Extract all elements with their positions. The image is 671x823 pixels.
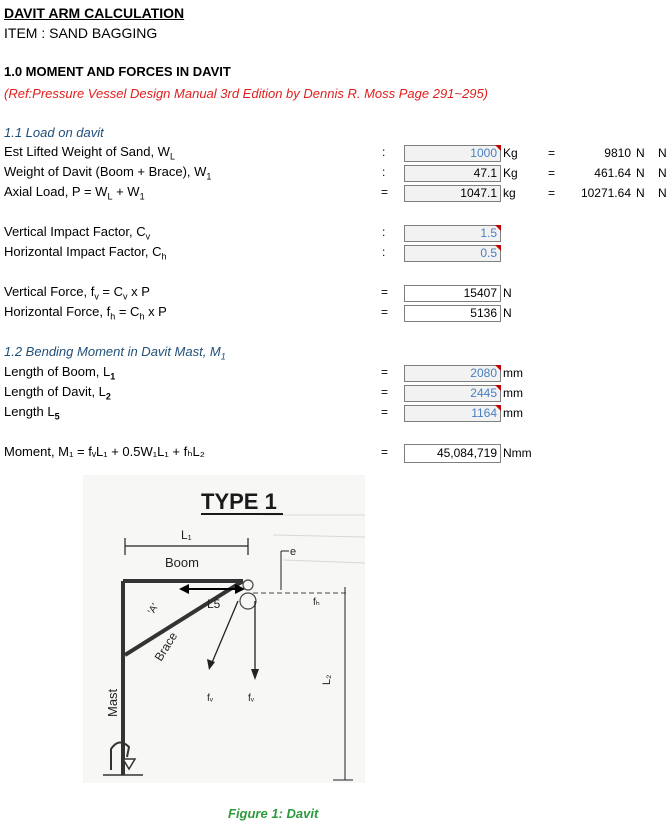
row-label: Horizontal Impact Factor, $C_h$ (4, 244, 167, 262)
row-label: Horizontal Force, $f_h = C_h$ x P (4, 304, 167, 322)
horizontal-impact-factor-input[interactable]: 0.5 (404, 245, 501, 262)
row-operator: = (381, 445, 389, 459)
mast-label: Mast (105, 688, 120, 717)
row-operator: = (381, 285, 389, 299)
row-label: Axial Load, $P = W_L + W_1$ (4, 184, 145, 202)
l5-length-input[interactable]: 1164 (404, 405, 501, 422)
row-label: Vertical Impact Factor, $C_v$ (4, 224, 151, 242)
fv-label-right: fᵥ (248, 693, 254, 704)
l2-label: L₂ (321, 674, 333, 685)
equals-sign: = (548, 166, 556, 180)
fh-label: fₕ (313, 597, 320, 608)
l1-label: L₁ (181, 528, 192, 542)
unit-label: mm (503, 406, 523, 420)
section-heading-bending: 1.2 Bending Moment in Davit Mast, $M_1$ (4, 344, 226, 362)
unit-label: Nmm (503, 446, 532, 460)
result-unit: N (636, 166, 645, 180)
row-label: Length of Boom, $L_1$ (4, 364, 116, 382)
extra-unit: N (658, 186, 667, 200)
davit-weight-value: 47.1 (404, 165, 501, 182)
davit-figure (83, 475, 365, 783)
converted-value: 10271.64 (580, 186, 631, 200)
section-heading-moment-forces: 1.0 MOMENT AND FORCES IN DAVIT (4, 64, 231, 79)
item-label: ITEM : SAND BAGGING (4, 25, 158, 41)
converted-value: 461.64 (594, 166, 631, 180)
lifted-weight-input[interactable]: 1000 (404, 145, 501, 162)
vertical-force-value: 15407 (404, 285, 501, 302)
row-operator: = (381, 365, 389, 379)
unit-label: mm (503, 366, 523, 380)
fv-label-left: fᵥ (207, 693, 213, 704)
reference-note: (Ref:Pressure Vessel Design Manual 3rd Edition by Dennis R. Moss Page 291~295) (4, 86, 489, 101)
axial-load-value: 1047.1 (404, 185, 501, 202)
row-label: Vertical Force, $f_v = C_v$ x P (4, 284, 150, 302)
row-operator: = (381, 185, 389, 199)
row-operator: : (382, 245, 386, 259)
row-operator: : (382, 225, 386, 239)
section-heading-load: 1.1 Load on davit (4, 125, 104, 140)
vertical-impact-factor-input[interactable]: 1.5 (404, 225, 501, 242)
horizontal-force-value: 5136 (404, 305, 501, 322)
unit-label: Kg (503, 166, 518, 180)
unit-label: N (503, 286, 512, 300)
unit-label: kg (503, 186, 516, 200)
row-label: Est Lifted Weight of Sand, $W_L$ (4, 144, 175, 162)
result-unit: N (636, 186, 645, 200)
moment-label: Moment, M₁ = fᵥL₁ + 0.5W₁L₁ + fₕL₂ (4, 444, 205, 459)
unit-label: N (503, 306, 512, 320)
row-operator: = (381, 405, 389, 419)
figure-background (83, 475, 365, 783)
extra-unit: N (658, 166, 667, 180)
unit-label: mm (503, 386, 523, 400)
row-label: Length of Davit, $L_2$ (4, 384, 111, 402)
l5-label: L5 (207, 597, 221, 611)
converted-value: 9810 (604, 146, 631, 160)
boom-label: Boom (165, 555, 199, 570)
unit-label: Kg (503, 146, 518, 160)
row-operator: = (381, 385, 389, 399)
boom-length-input[interactable]: 2080 (404, 365, 501, 382)
row-operator: : (382, 145, 386, 159)
e-label: e (290, 546, 297, 558)
row-operator: : (382, 165, 386, 179)
row-operator: = (381, 305, 389, 319)
davit-length-input[interactable]: 2445 (404, 385, 501, 402)
extra-unit: N (658, 146, 667, 160)
type-label: TYPE 1 (201, 489, 277, 514)
a-mark: 'A' (146, 601, 162, 617)
result-unit: N (636, 146, 645, 160)
page-title: DAVIT ARM CALCULATION (4, 5, 185, 21)
row-label: Length $L_5$ (4, 404, 60, 422)
row-label: Weight of Davit (Boom + Brace), $W_1$ (4, 164, 212, 182)
equals-sign: = (548, 146, 556, 160)
brace-label: Brace (151, 629, 181, 664)
moment-value: 45,084,719 (404, 444, 501, 463)
equals-sign: = (548, 186, 556, 200)
figure-caption: Figure 1: Davit (228, 806, 319, 821)
